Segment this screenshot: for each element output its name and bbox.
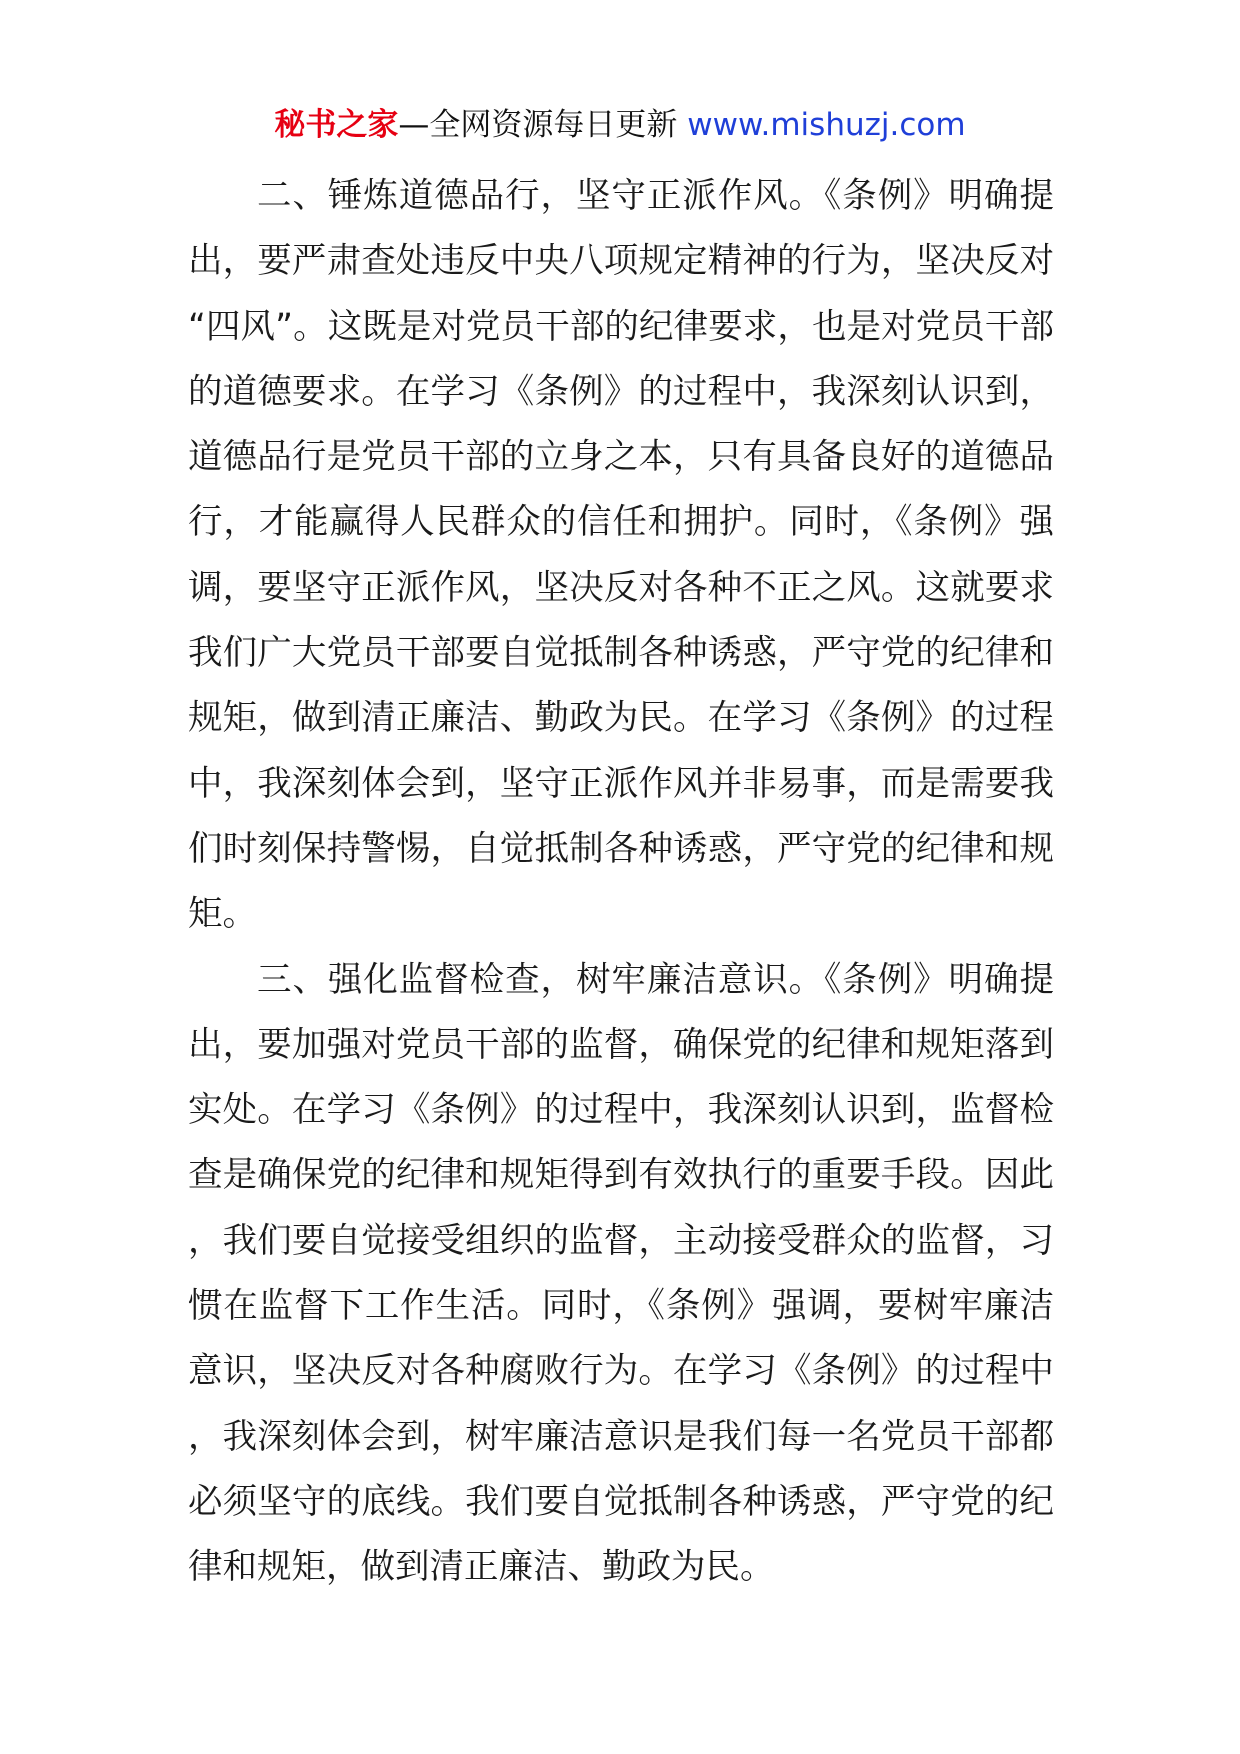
header-tagline: —全网资源每日更新 bbox=[398, 107, 678, 143]
document-body bbox=[188, 164, 1054, 1601]
paragraph-section-three: 三、强化监督检查，树牢廉洁意识。《条例》明确提出，要加强对党员干部的监督，确保党的纪律和规矩落到实处。在学习《条例》的过程中，我深刻认识到，监督检查是确保党的纪律和规矩得到有效执行的重要手段。因此，我们要自觉接受组织的监督，主动接受群众的监督，习惯在监督下工作生活。同时，《条例》强调，要树牢廉洁意识，坚决反对各种腐败行为。在学习《条例》的过程中，我深刻体会到，树牢廉洁意识是我们每一名党员干部都必须坚守的底线。我们要自觉抵制各种诱惑，严守党的纪律和规矩，做到清正廉洁、勤政为民。 bbox=[188, 959, 1054, 1588]
site-url-link[interactable]: www.mishuzj.com bbox=[687, 107, 966, 143]
page-header bbox=[0, 100, 1240, 150]
paragraph-section-two: 二、锤炼道德品行，坚守正派作风。《条例》明确提出，要严肃查处违反中央八项规定精神的行为，坚决反对“四风”。这既是对党员干部的纪律要求，也是对党员干部的道德要求。在学习《条例》的过程中，我深刻认识到，道德品行是党员干部的立身之本，只有具备良好的道德品行，才能赢得人民群众的信任和拥护。同时，《条例》强调，要坚守正派作风，坚决反对各种不正之风。这就要求我们广大党员干部要自觉抵制各种诱惑，严守党的纪律和规矩，做到清正廉洁、勤政为民。在学习《条例》的过程中，我深刻体会到，坚守正派作风并非易事，而是需要我们时刻保持警惕，自觉抵制各种诱惑，严守党的纪律和规矩。 bbox=[188, 176, 1054, 935]
brand-name: 秘书之家 bbox=[274, 107, 399, 143]
